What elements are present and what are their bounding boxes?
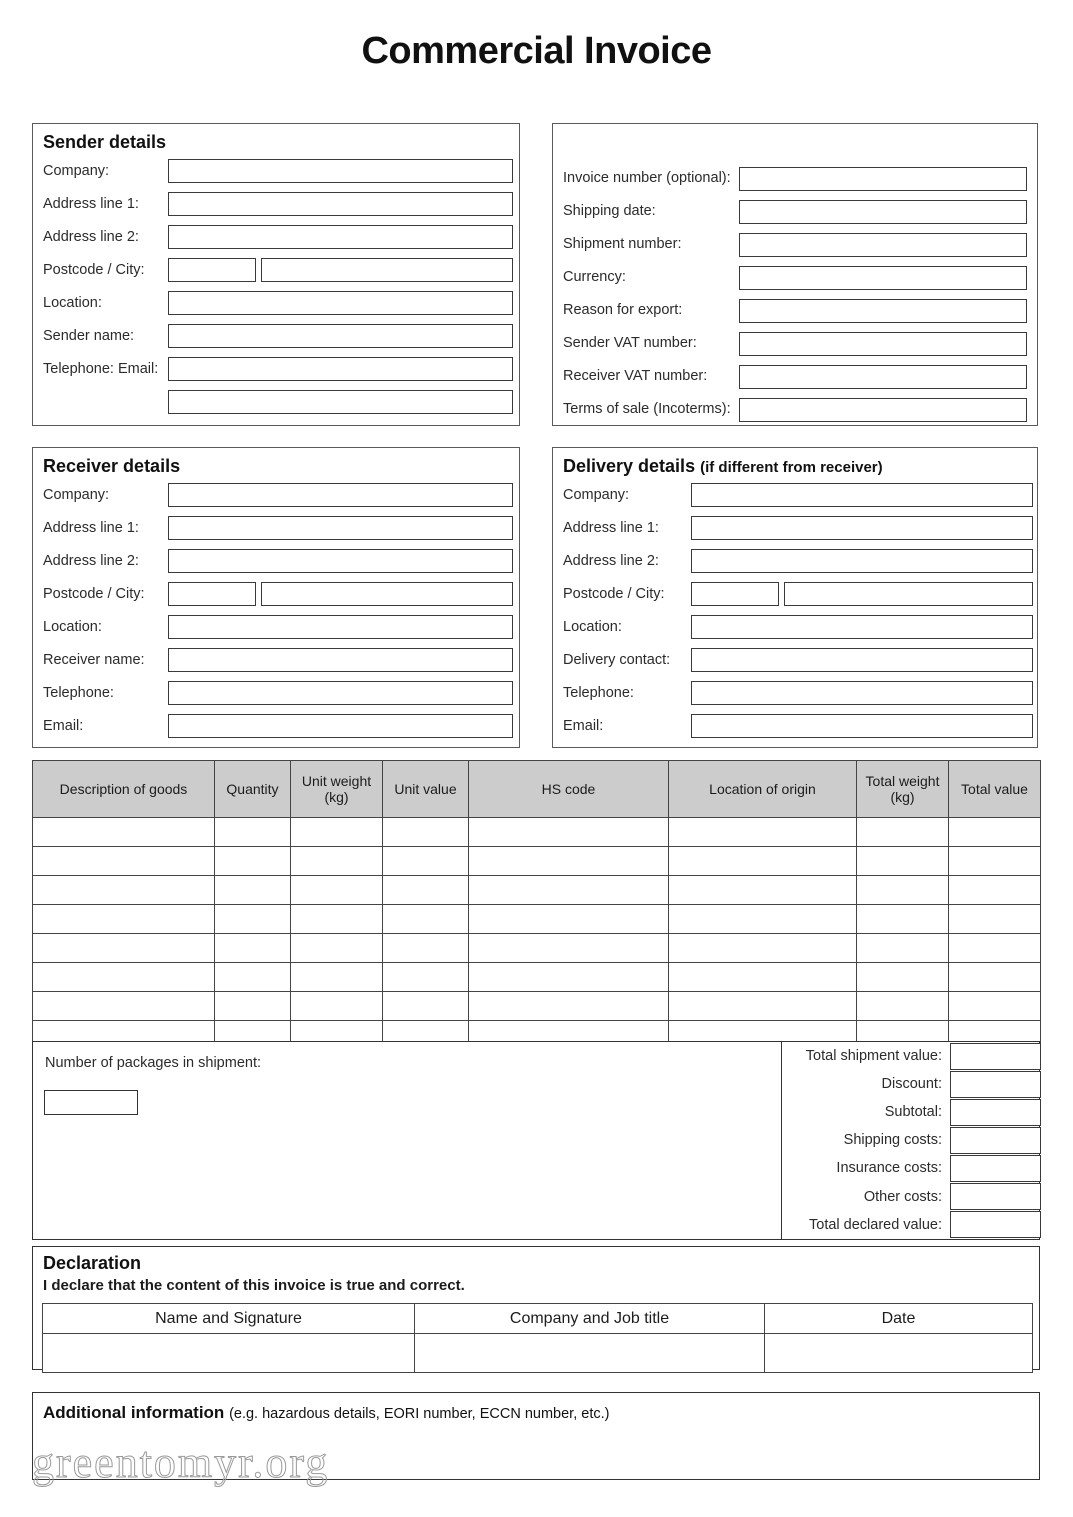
goods-cell[interactable] (669, 876, 857, 905)
goods-cell[interactable] (949, 818, 1041, 847)
goods-cell[interactable] (383, 876, 469, 905)
currency-input[interactable] (739, 266, 1027, 290)
receiver-telephone-row (33, 677, 519, 710)
delivery-address1-row (553, 512, 1037, 545)
goods-cell[interactable] (949, 876, 1041, 905)
delivery-postcode-city-label: Postcode / City: (563, 585, 665, 602)
delivery-company-label: Company: (563, 486, 630, 503)
sender-postcode-city-label: Postcode / City: (43, 261, 145, 278)
receiver-email-input[interactable] (168, 714, 513, 738)
totals-block (781, 1042, 1041, 1239)
goods-table-header-row (33, 761, 1041, 818)
declaration-panel (32, 1246, 1040, 1370)
table-row (33, 992, 1041, 1021)
receiver-details-title: Receiver details (43, 456, 181, 476)
additional-information-title-suffix: (e.g. hazardous details, EORI number, ECCN number, etc.) (229, 1406, 610, 1422)
declaration-statement: I declare that the content of this invoice is true and correct. (43, 1277, 465, 1294)
receiver-vat-label: Receiver VAT number: (563, 368, 708, 385)
sender-location-label: Location: (43, 294, 102, 311)
goods-cell[interactable] (857, 963, 949, 992)
receiver-address1-label: Address line 1: (43, 519, 139, 536)
shipping-date-input[interactable] (739, 200, 1027, 224)
receiver-address2-input[interactable] (168, 549, 513, 573)
goods-cell[interactable] (383, 934, 469, 963)
sender-telephone-input[interactable] (168, 357, 513, 381)
sender-address2-input[interactable] (168, 225, 513, 249)
goods-cell[interactable] (33, 847, 215, 876)
receiver-location-input[interactable] (168, 615, 513, 639)
invoice-number-input[interactable] (739, 167, 1027, 191)
delivery-telephone-row (553, 677, 1037, 710)
shipping-date-label: Shipping date: (563, 203, 656, 220)
total-shipment-value-row (782, 1042, 1041, 1070)
shipment-number-row (553, 228, 1037, 261)
goods-cell[interactable] (383, 847, 469, 876)
delivery-address2-input[interactable] (691, 549, 1033, 573)
goods-cell[interactable] (469, 934, 669, 963)
declaration-company-job-input[interactable] (415, 1334, 765, 1373)
goods-cell[interactable] (291, 876, 383, 905)
invoice-meta-panel (552, 123, 1038, 426)
receiver-city-input[interactable] (261, 582, 513, 606)
goods-cell[interactable] (669, 818, 857, 847)
goods-cell[interactable] (33, 876, 215, 905)
goods-table-body (33, 818, 1041, 1050)
sender-telephone-email-row (33, 353, 519, 386)
goods-cell[interactable] (949, 934, 1041, 963)
delivery-contact-input[interactable] (691, 648, 1033, 672)
currency-label: Currency: (563, 269, 626, 286)
receiver-details-panel (32, 447, 520, 748)
goods-col-unit-value: Unit value (383, 761, 469, 818)
declaration-name-signature-input[interactable] (43, 1334, 415, 1373)
other-costs-label: Other costs: (863, 1188, 942, 1205)
delivery-location-input[interactable] (691, 615, 1033, 639)
goods-cell[interactable] (383, 905, 469, 934)
declaration-title: Declaration (43, 1253, 142, 1273)
shipping-costs-row (782, 1126, 1041, 1154)
declaration-value-row (43, 1334, 1033, 1373)
shipment-number-input[interactable] (739, 233, 1027, 257)
total-declared-value-row (782, 1211, 1041, 1239)
goods-cell[interactable] (215, 818, 291, 847)
goods-cell[interactable] (469, 847, 669, 876)
goods-cell[interactable] (33, 818, 215, 847)
declaration-col-company-job: Company and Job title (415, 1304, 765, 1334)
goods-cell[interactable] (857, 992, 949, 1021)
receiver-name-row (33, 644, 519, 677)
invoice-number-label: Invoice number (optional): (563, 170, 731, 187)
delivery-telephone-label: Telephone: (563, 684, 634, 701)
goods-cell[interactable] (669, 847, 857, 876)
terms-of-sale-input[interactable] (739, 398, 1027, 422)
delivery-company-row (553, 479, 1037, 512)
goods-cell[interactable] (383, 818, 469, 847)
goods-cell[interactable] (669, 934, 857, 963)
total-shipment-value-input[interactable] (950, 1043, 1041, 1070)
receiver-name-label: Receiver name: (43, 651, 145, 668)
receiver-location-row (33, 611, 519, 644)
receiver-telephone-input[interactable] (168, 681, 513, 705)
reason-for-export-label: Reason for export: (563, 302, 683, 319)
shipping-costs-label: Shipping costs: (843, 1132, 942, 1149)
receiver-location-label: Location: (43, 618, 102, 635)
delivery-email-input[interactable] (691, 714, 1033, 738)
declaration-col-name-signature: Name and Signature (43, 1304, 415, 1334)
terms-of-sale-row (553, 393, 1037, 426)
goods-cell[interactable] (669, 963, 857, 992)
sender-name-label: Sender name: (43, 327, 135, 344)
goods-cell[interactable] (383, 992, 469, 1021)
goods-cell[interactable] (469, 963, 669, 992)
delivery-address2-label: Address line 2: (563, 552, 659, 569)
sender-address1-label: Address line 1: (43, 195, 139, 212)
sender-location-input[interactable] (168, 291, 513, 315)
invoice-meta-spacer (553, 124, 1037, 162)
delivery-contact-row (553, 644, 1037, 677)
goods-cell[interactable] (33, 905, 215, 934)
subtotal-row (782, 1098, 1041, 1126)
receiver-company-label: Company: (43, 486, 110, 503)
goods-cell[interactable] (669, 905, 857, 934)
goods-col-quantity: Quantity (215, 761, 291, 818)
packages-and-totals-panel (32, 1041, 1040, 1240)
goods-col-total-weight: Total weight (kg) (857, 761, 949, 818)
receiver-address1-row (33, 512, 519, 545)
goods-cell[interactable] (291, 818, 383, 847)
delivery-details-panel (552, 447, 1038, 748)
sender-postcode-city-row (33, 254, 519, 287)
reason-for-export-row (553, 294, 1037, 327)
delivery-postcode-city-row (553, 578, 1037, 611)
delivery-postcode-input[interactable] (691, 582, 779, 606)
receiver-postcode-city-row (33, 578, 519, 611)
delivery-location-row (553, 611, 1037, 644)
subtotal-label: Subtotal: (884, 1104, 942, 1121)
declaration-header-row (43, 1304, 1033, 1334)
goods-cell[interactable] (949, 905, 1041, 934)
additional-information-title-main: Additional information (43, 1403, 225, 1422)
receiver-company-row (33, 479, 519, 512)
table-row (33, 963, 1041, 992)
goods-col-total-value: Total value (949, 761, 1041, 818)
sender-city-input[interactable] (261, 258, 513, 282)
sender-company-input[interactable] (168, 159, 513, 183)
delivery-details-title (553, 448, 1037, 479)
sender-telephone-email-label: Telephone: Email: (43, 360, 159, 377)
insurance-costs-label: Insurance costs: (836, 1160, 942, 1177)
goods-cell[interactable] (291, 992, 383, 1021)
delivery-address1-input[interactable] (691, 516, 1033, 540)
sender-name-input[interactable] (168, 324, 513, 348)
table-row (33, 818, 1041, 847)
packages-input[interactable] (44, 1090, 138, 1115)
declaration-date-input[interactable] (765, 1334, 1033, 1373)
receiver-vat-input[interactable] (739, 365, 1027, 389)
insurance-costs-row (782, 1154, 1041, 1182)
goods-cell[interactable] (857, 818, 949, 847)
goods-cell[interactable] (669, 992, 857, 1021)
sender-address2-row (33, 221, 519, 254)
receiver-address2-label: Address line 2: (43, 552, 139, 569)
discount-label: Discount: (881, 1076, 942, 1093)
total-shipment-value-label: Total shipment value: (805, 1048, 942, 1065)
sender-vat-label: Sender VAT number: (563, 335, 697, 352)
goods-cell[interactable] (215, 847, 291, 876)
receiver-telephone-label: Telephone: (43, 684, 114, 701)
goods-cell[interactable] (857, 905, 949, 934)
goods-cell[interactable] (469, 818, 669, 847)
discount-input[interactable] (950, 1071, 1041, 1098)
goods-cell[interactable] (215, 992, 291, 1021)
table-row (33, 847, 1041, 876)
total-declared-value-label: Total declared value: (809, 1216, 942, 1233)
goods-cell[interactable] (469, 876, 669, 905)
receiver-email-label: Email: (43, 717, 84, 734)
goods-cell[interactable] (33, 963, 215, 992)
table-row (33, 934, 1041, 963)
goods-cell[interactable] (949, 963, 1041, 992)
delivery-contact-label: Delivery contact: (563, 651, 671, 668)
delivery-details-title-suffix: (if different from receiver) (700, 459, 883, 476)
sender-company-label: Company: (43, 162, 110, 179)
goods-col-unit-weight: Unit weight (kg) (291, 761, 383, 818)
other-costs-input[interactable] (950, 1183, 1041, 1210)
receiver-postcode-city-label: Postcode / City: (43, 585, 145, 602)
receiver-postcode-input[interactable] (168, 582, 256, 606)
other-costs-row (782, 1182, 1041, 1210)
additional-information-panel[interactable] (32, 1392, 1040, 1480)
insurance-costs-input[interactable] (950, 1155, 1041, 1182)
sender-vat-row (553, 327, 1037, 360)
sender-postcode-input[interactable] (168, 258, 256, 282)
sender-email-input[interactable] (168, 390, 513, 414)
terms-of-sale-label: Terms of sale (Incoterms): (563, 401, 731, 418)
receiver-address1-input[interactable] (168, 516, 513, 540)
delivery-telephone-input[interactable] (691, 681, 1033, 705)
delivery-address2-row (553, 545, 1037, 578)
goods-col-hs-code: HS code (469, 761, 669, 818)
declaration-col-date: Date (765, 1304, 1033, 1334)
shipment-number-label: Shipment number: (563, 236, 682, 253)
delivery-city-input[interactable] (784, 582, 1033, 606)
goods-cell[interactable] (383, 963, 469, 992)
page-title: Commercial Invoice (361, 30, 712, 72)
delivery-company-input[interactable] (691, 483, 1033, 507)
goods-cell[interactable] (949, 847, 1041, 876)
sender-details-panel (32, 123, 520, 426)
receiver-vat-row (553, 360, 1037, 393)
reason-for-export-input[interactable] (739, 299, 1027, 323)
goods-cell[interactable] (857, 934, 949, 963)
goods-cell[interactable] (291, 963, 383, 992)
table-row (33, 905, 1041, 934)
goods-cell[interactable] (215, 963, 291, 992)
delivery-address1-label: Address line 1: (563, 519, 659, 536)
goods-cell[interactable] (215, 905, 291, 934)
sender-company-row (33, 155, 519, 188)
goods-cell[interactable] (857, 847, 949, 876)
goods-col-description: Description of goods (33, 761, 215, 818)
goods-cell[interactable] (33, 992, 215, 1021)
goods-cell[interactable] (291, 847, 383, 876)
goods-table (32, 760, 1041, 1050)
sender-address2-label: Address line 2: (43, 228, 139, 245)
sender-details-title: Sender details (43, 132, 167, 152)
sender-address1-row (33, 188, 519, 221)
sender-address1-input[interactable] (168, 192, 513, 216)
delivery-details-title-main: Delivery details (563, 456, 696, 476)
goods-cell[interactable] (949, 992, 1041, 1021)
delivery-email-label: Email: (563, 717, 604, 734)
goods-cell[interactable] (469, 992, 669, 1021)
sender-location-row (33, 287, 519, 320)
goods-col-location-origin: Location of origin (669, 761, 857, 818)
currency-row (553, 261, 1037, 294)
receiver-company-input[interactable] (168, 483, 513, 507)
total-declared-value-input[interactable] (950, 1211, 1041, 1238)
sender-email-row (33, 386, 519, 419)
subtotal-input[interactable] (950, 1099, 1041, 1126)
sender-name-row (33, 320, 519, 353)
delivery-email-row (553, 710, 1037, 743)
receiver-name-input[interactable] (168, 648, 513, 672)
sender-vat-input[interactable] (739, 332, 1027, 356)
receiver-email-row (33, 710, 519, 743)
additional-information-title (43, 1403, 609, 1423)
receiver-address2-row (33, 545, 519, 578)
table-row (33, 876, 1041, 905)
packages-label: Number of packages in shipment: (45, 1055, 261, 1071)
shipping-costs-input[interactable] (950, 1127, 1041, 1154)
goods-cell[interactable] (291, 905, 383, 934)
goods-cell[interactable] (469, 905, 669, 934)
discount-row (782, 1070, 1041, 1098)
shipping-date-row (553, 195, 1037, 228)
goods-cell[interactable] (857, 876, 949, 905)
declaration-table (42, 1303, 1033, 1373)
goods-cell[interactable] (215, 934, 291, 963)
goods-cell[interactable] (291, 934, 383, 963)
invoice-number-row (553, 162, 1037, 195)
delivery-location-label: Location: (563, 618, 622, 635)
goods-cell[interactable] (33, 934, 215, 963)
goods-cell[interactable] (215, 876, 291, 905)
